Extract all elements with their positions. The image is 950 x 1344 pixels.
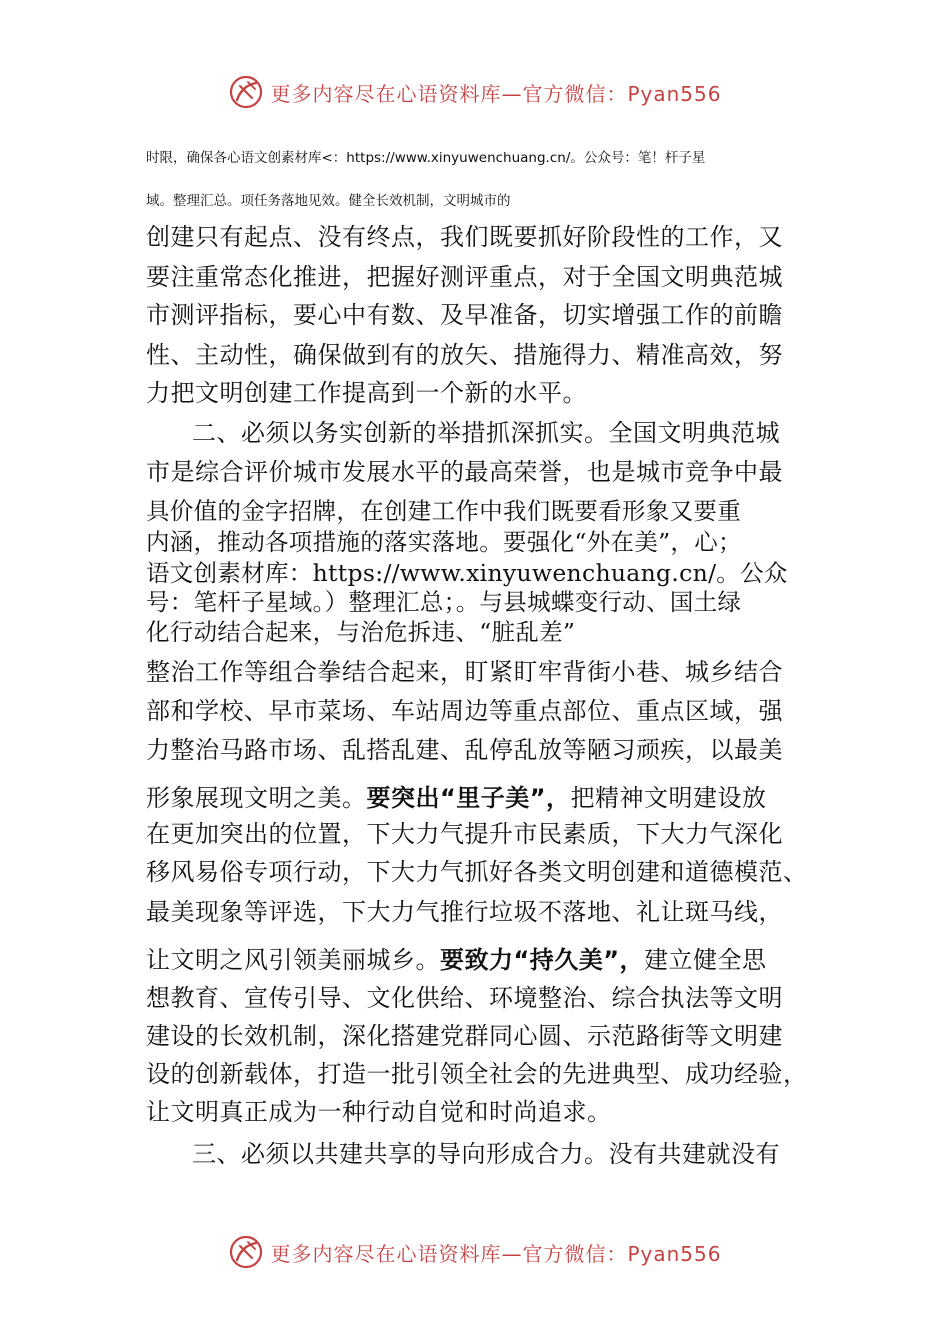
- text-line: 市是综合评价城市发展水平的最高荣誉，也是城市竞争中最: [146, 458, 783, 486]
- text-line: 内涵，推动各项措施的落实落地。要强化“外在美”，心；: [146, 528, 742, 556]
- text-line-mixed: [146, 945, 767, 975]
- text-line: 整治工作等组合拳结合起来，盯紧盯牢背街小巷、城乡结合: [146, 658, 783, 686]
- text-line: 要注重常态化推进，把握好测评重点，对于全国文明典范城: [146, 263, 783, 291]
- text-line: 力把文明创建工作提高到一个新的水平。: [146, 379, 587, 407]
- footer-banner-text: 更多内容尽在心语资料库—官方微信：Pyan556: [270, 1241, 722, 1266]
- logo-icon: [228, 1234, 264, 1270]
- logo-icon: [228, 74, 264, 110]
- text-line: 市测评指标，要心中有数、及早准备，切实增强工作的前瞻: [146, 301, 783, 329]
- text-line: 力整治马路市场、乱搭乱建、乱停乱放等陋习顽疾，以最美: [146, 736, 783, 764]
- bold-phrase-lizimei: 要突出“里子美”，: [366, 784, 571, 812]
- small-line-1: 时限，确保各心语文创素材库<：https://www.xinyuwenchuang.cn/。公众号：笔！杆子星: [146, 150, 706, 166]
- text-segment: 把精神文明建设放: [570, 784, 767, 812]
- section-heading-2: 二、必须以务实创新的举措抓深抓实。全国文明典范城: [192, 419, 780, 447]
- text-line: 移风易俗专项行动，下大力气抓好各类文明创建和道德模范、: [146, 858, 808, 886]
- text-line: 最美现象等评选，下大力气推行垃圾不落地、礼让斑马线，: [146, 898, 783, 926]
- text-line: 号：笔杆子星域。）整理汇总；。与县城蝶变行动、国土绿: [146, 588, 742, 616]
- header-banner: [0, 72, 950, 112]
- text-line: 部和学校、早市菜场、车站周边等重点部位、重点区域，强: [146, 697, 783, 725]
- text-segment: 形象展现文明之美。: [146, 784, 367, 812]
- text-line: 设的创新载体，打造一批引领全社会的先进典型、成功经验，: [146, 1060, 808, 1088]
- footer-banner: [0, 1232, 950, 1272]
- section-heading-3: 三、必须以共建共享的导向形成合力。没有共建就没有: [192, 1140, 780, 1168]
- text-line: 想教育、宣传引导、文化供给、环境整治、综合执法等文明: [146, 984, 783, 1012]
- text-line: 建设的长效机制，深化搭建党群同心圆、示范路街等文明建: [146, 1022, 783, 1050]
- text-segment: 让文明之风引领美丽城乡。: [146, 946, 440, 974]
- bold-phrase-chijiumei: 要致力“持久美”，: [440, 946, 645, 974]
- text-line: 在更加突出的位置，下大力气提升市民素质，下大力气深化: [146, 820, 783, 848]
- text-line: 让文明真正成为一种行动自觉和时尚追求。: [146, 1098, 612, 1126]
- text-line: 性、主动性，确保做到有的放矢、措施得力、精准高效，努: [146, 341, 783, 369]
- text-line-mixed: [146, 783, 767, 813]
- text-line: 化行动结合起来，与治危拆违、“脏乱差”: [146, 618, 576, 646]
- text-line: 具价值的金字招牌，在创建工作中我们既要看形象又要重: [146, 497, 741, 525]
- text-segment: 建立健全思: [644, 946, 767, 974]
- text-line: 语文创素材库：https://www.xinyuwenchuang.cn/。公众: [146, 559, 788, 587]
- text-line: 创建只有起点、没有终点，我们既要抓好阶段性的工作，又: [146, 223, 783, 251]
- small-line-2: 域。整理汇总。项任务落地见效。健全长效机制，文明城市的: [146, 193, 511, 209]
- header-banner-text: 更多内容尽在心语资料库—官方微信：Pyan556: [270, 81, 722, 106]
